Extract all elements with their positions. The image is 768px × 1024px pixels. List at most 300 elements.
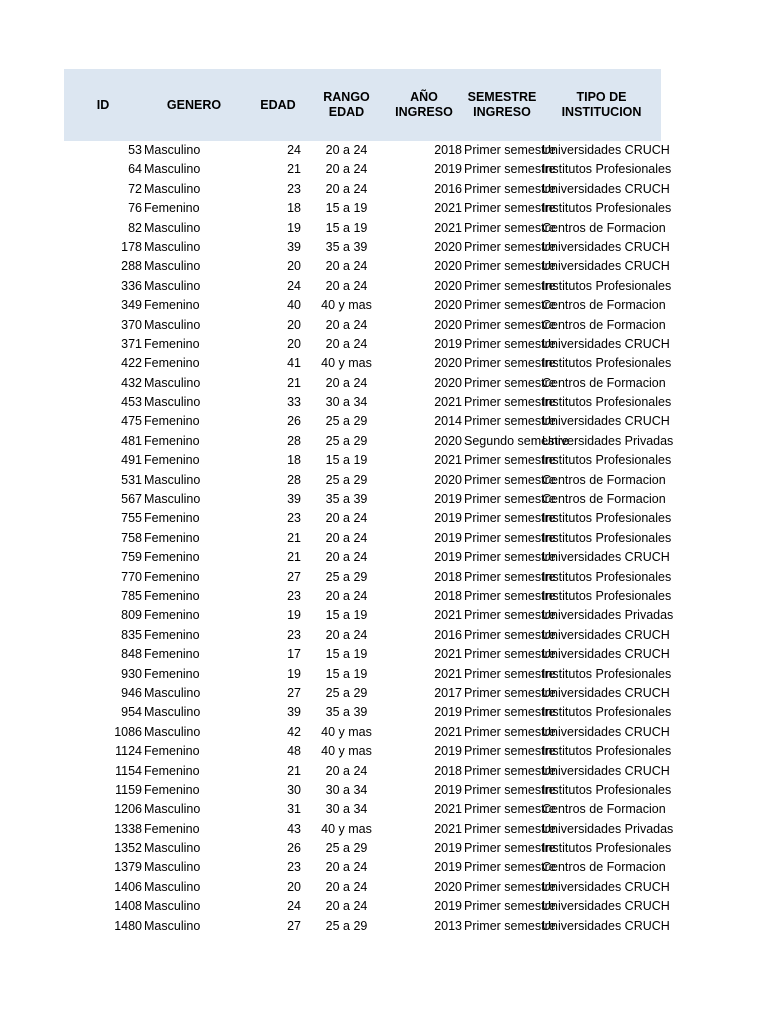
cell-edad[interactable]: 24 <box>287 143 301 157</box>
cell-rango-edad[interactable]: 40 y mas <box>321 744 372 759</box>
cell-rango-edad[interactable]: 20 a 24 <box>325 627 368 642</box>
table-row[interactable] <box>64 781 672 800</box>
cell-semestre-ingreso[interactable]: Primer semestre <box>464 821 556 836</box>
cell-edad[interactable]: 21 <box>287 530 301 545</box>
cell-genero[interactable]: Femenino <box>144 821 200 836</box>
cell-rango-edad[interactable]: 15 a 19 <box>325 220 368 235</box>
cell-anio-ingreso[interactable]: 2021 <box>434 821 462 836</box>
cell-id[interactable]: 475 <box>121 414 142 429</box>
cell-genero[interactable]: Masculino <box>144 705 201 720</box>
cell-rango-edad[interactable]: 20 a 24 <box>325 259 368 274</box>
cell-edad[interactable]: 18 <box>287 201 301 216</box>
cell-tipo-institucion[interactable]: Universidades CRUCH <box>542 414 670 429</box>
cell-rango-edad[interactable]: 25 a 29 <box>325 414 368 429</box>
cell-anio-ingreso[interactable]: 2021 <box>434 802 462 817</box>
cell-rango-edad[interactable]: 30 a 34 <box>325 802 368 817</box>
cell-semestre-ingreso[interactable]: Primer semestre <box>464 220 556 235</box>
cell-anio-ingreso[interactable]: 2019 <box>434 162 462 177</box>
cell-anio-ingreso[interactable]: 2020 <box>434 433 462 448</box>
cell-edad[interactable]: 20 <box>287 317 301 332</box>
cell-anio-ingreso[interactable]: 2016 <box>434 181 462 196</box>
cell-semestre-ingreso[interactable]: Primer semestre <box>464 627 556 642</box>
cell-anio-ingreso[interactable]: 2018 <box>434 763 462 778</box>
column-header-genero[interactable]: GENERO <box>166 97 222 112</box>
cell-rango-edad[interactable]: 20 a 24 <box>325 336 368 351</box>
cell-id[interactable]: 53 <box>128 143 142 157</box>
cell-semestre-ingreso[interactable]: Primer semestre <box>464 879 556 894</box>
cell-edad[interactable]: 21 <box>287 162 301 177</box>
cell-tipo-institucion[interactable]: Universidades CRUCH <box>542 239 670 254</box>
cell-genero[interactable]: Femenino <box>144 433 200 448</box>
cell-anio-ingreso[interactable]: 2021 <box>434 724 462 739</box>
cell-rango-edad[interactable]: 30 a 34 <box>325 395 368 410</box>
table-row[interactable] <box>64 238 670 257</box>
column-header-tipo-institucion[interactable]: TIPO DE INSTITUCION <box>561 90 642 119</box>
cell-edad[interactable]: 18 <box>287 453 301 468</box>
cell-anio-ingreso[interactable]: 2020 <box>434 298 462 313</box>
cell-anio-ingreso[interactable]: 2017 <box>434 685 462 700</box>
cell-semestre-ingreso[interactable]: Primer semestre <box>464 841 556 856</box>
cell-anio-ingreso[interactable]: 2021 <box>434 666 462 681</box>
cell-id[interactable]: 770 <box>121 569 142 584</box>
cell-semestre-ingreso[interactable]: Primer semestre <box>464 239 556 254</box>
cell-anio-ingreso[interactable]: 2020 <box>434 259 462 274</box>
table-row[interactable] <box>64 529 672 548</box>
table-row[interactable] <box>64 316 666 335</box>
cell-id[interactable]: 755 <box>121 511 142 526</box>
cell-tipo-institucion[interactable]: Universidades Privadas <box>542 821 674 836</box>
cell-tipo-institucion[interactable]: Universidades CRUCH <box>542 259 670 274</box>
cell-id[interactable]: 432 <box>121 375 142 390</box>
cell-tipo-institucion[interactable]: Centros de Formacion <box>542 317 666 332</box>
cell-genero[interactable]: Femenino <box>144 608 200 623</box>
cell-tipo-institucion[interactable]: Institutos Profesionales <box>542 744 672 759</box>
table-row[interactable] <box>64 412 670 431</box>
cell-rango-edad[interactable]: 15 a 19 <box>325 666 368 681</box>
cell-edad[interactable]: 24 <box>287 278 301 293</box>
cell-semestre-ingreso[interactable]: Primer semestre <box>464 724 556 739</box>
cell-tipo-institucion[interactable]: Institutos Profesionales <box>542 569 672 584</box>
cell-edad[interactable]: 26 <box>287 414 301 429</box>
cell-semestre-ingreso[interactable]: Primer semestre <box>464 802 556 817</box>
cell-rango-edad[interactable]: 40 y mas <box>321 298 372 313</box>
cell-semestre-ingreso[interactable]: Primer semestre <box>464 860 556 875</box>
cell-genero[interactable]: Femenino <box>144 453 200 468</box>
cell-semestre-ingreso[interactable]: Primer semestre <box>464 162 556 177</box>
cell-edad[interactable]: 20 <box>287 336 301 351</box>
cell-tipo-institucion[interactable]: Universidades CRUCH <box>542 550 670 565</box>
table-row[interactable] <box>64 839 672 858</box>
cell-genero[interactable]: Masculino <box>144 879 201 894</box>
cell-anio-ingreso[interactable]: 2018 <box>434 143 462 157</box>
cell-rango-edad[interactable]: 25 a 29 <box>325 569 368 584</box>
cell-id[interactable]: 422 <box>121 356 142 371</box>
cell-tipo-institucion[interactable]: Universidades CRUCH <box>542 143 670 157</box>
cell-tipo-institucion[interactable]: Universidades Privadas <box>542 433 674 448</box>
cell-rango-edad[interactable]: 20 a 24 <box>325 375 368 390</box>
cell-anio-ingreso[interactable]: 2019 <box>434 841 462 856</box>
cell-rango-edad[interactable]: 35 a 39 <box>325 239 368 254</box>
cell-rango-edad[interactable]: 25 a 29 <box>325 918 368 933</box>
cell-edad[interactable]: 39 <box>287 239 301 254</box>
cell-rango-edad[interactable]: 20 a 24 <box>325 278 368 293</box>
cell-tipo-institucion[interactable]: Universidades CRUCH <box>542 181 670 196</box>
cell-tipo-institucion[interactable]: Institutos Profesionales <box>542 588 672 603</box>
cell-semestre-ingreso[interactable]: Primer semestre <box>464 317 556 332</box>
cell-edad[interactable]: 21 <box>287 375 301 390</box>
cell-anio-ingreso[interactable]: 2020 <box>434 472 462 487</box>
cell-genero[interactable]: Masculino <box>144 899 201 914</box>
cell-anio-ingreso[interactable]: 2021 <box>434 453 462 468</box>
cell-edad[interactable]: 40 <box>287 298 301 313</box>
cell-genero[interactable]: Femenino <box>144 647 200 662</box>
cell-id[interactable]: 785 <box>121 588 142 603</box>
cell-semestre-ingreso[interactable]: Primer semestre <box>464 336 556 351</box>
cell-tipo-institucion[interactable]: Universidades CRUCH <box>542 685 670 700</box>
cell-id[interactable]: 835 <box>121 627 142 642</box>
cell-tipo-institucion[interactable]: Institutos Profesionales <box>542 356 672 371</box>
cell-tipo-institucion[interactable]: Universidades Privadas <box>542 608 674 623</box>
cell-rango-edad[interactable]: 25 a 29 <box>325 841 368 856</box>
cell-genero[interactable]: Masculino <box>144 492 201 507</box>
table-row[interactable] <box>64 335 670 354</box>
cell-id[interactable]: 288 <box>121 259 142 274</box>
table-row[interactable] <box>64 762 670 781</box>
cell-tipo-institucion[interactable]: Centros de Formacion <box>542 375 666 390</box>
cell-anio-ingreso[interactable]: 2018 <box>434 588 462 603</box>
cell-genero[interactable]: Masculino <box>144 375 201 390</box>
cell-edad[interactable]: 48 <box>287 744 301 759</box>
cell-id[interactable]: 567 <box>121 492 142 507</box>
table-row[interactable] <box>64 645 670 664</box>
table-row[interactable] <box>64 626 670 645</box>
cell-anio-ingreso[interactable]: 2019 <box>434 550 462 565</box>
cell-rango-edad[interactable]: 20 a 24 <box>325 181 368 196</box>
cell-genero[interactable]: Femenino <box>144 569 200 584</box>
cell-id[interactable]: 336 <box>121 278 142 293</box>
cell-id[interactable]: 809 <box>121 608 142 623</box>
cell-rango-edad[interactable]: 35 a 39 <box>325 705 368 720</box>
cell-edad[interactable]: 20 <box>287 879 301 894</box>
cell-rango-edad[interactable]: 30 a 34 <box>325 782 368 797</box>
cell-semestre-ingreso[interactable]: Primer semestre <box>464 569 556 584</box>
cell-edad[interactable]: 39 <box>287 705 301 720</box>
cell-genero[interactable]: Femenino <box>144 666 200 681</box>
cell-rango-edad[interactable]: 20 a 24 <box>325 550 368 565</box>
cell-tipo-institucion[interactable]: Universidades CRUCH <box>542 879 670 894</box>
cell-tipo-institucion[interactable]: Institutos Profesionales <box>542 666 672 681</box>
cell-tipo-institucion[interactable]: Centros de Formacion <box>542 802 666 817</box>
cell-edad[interactable]: 20 <box>287 259 301 274</box>
cell-genero[interactable]: Masculino <box>144 685 201 700</box>
cell-anio-ingreso[interactable]: 2021 <box>434 395 462 410</box>
cell-rango-edad[interactable]: 20 a 24 <box>325 763 368 778</box>
cell-edad[interactable]: 24 <box>287 899 301 914</box>
cell-semestre-ingreso[interactable]: Primer semestre <box>464 685 556 700</box>
table-row[interactable] <box>64 490 666 509</box>
cell-edad[interactable]: 19 <box>287 220 301 235</box>
cell-id[interactable]: 1408 <box>114 899 142 914</box>
cell-anio-ingreso[interactable]: 2019 <box>434 782 462 797</box>
cell-edad[interactable]: 21 <box>287 763 301 778</box>
column-header-anio-ingreso[interactable]: AÑO INGRESO <box>395 90 453 119</box>
cell-id[interactable]: 1124 <box>115 744 142 759</box>
cell-tipo-institucion[interactable]: Institutos Profesionales <box>542 782 672 797</box>
cell-tipo-institucion[interactable]: Universidades CRUCH <box>542 763 670 778</box>
cell-anio-ingreso[interactable]: 2016 <box>434 627 462 642</box>
cell-genero[interactable]: Femenino <box>144 414 200 429</box>
cell-anio-ingreso[interactable]: 2014 <box>434 414 462 429</box>
cell-semestre-ingreso[interactable]: Primer semestre <box>464 550 556 565</box>
cell-anio-ingreso[interactable]: 2013 <box>434 918 462 933</box>
cell-genero[interactable]: Femenino <box>144 201 200 216</box>
cell-semestre-ingreso[interactable]: Primer semestre <box>464 472 556 487</box>
cell-genero[interactable]: Femenino <box>144 530 200 545</box>
cell-genero[interactable]: Masculino <box>144 162 201 177</box>
cell-edad[interactable]: 21 <box>287 550 301 565</box>
table-row[interactable] <box>64 800 666 819</box>
cell-tipo-institucion[interactable]: Institutos Profesionales <box>542 162 672 177</box>
cell-id[interactable]: 178 <box>121 239 142 254</box>
table-row[interactable] <box>64 878 670 897</box>
cell-semestre-ingreso[interactable]: Primer semestre <box>464 259 556 274</box>
table-row[interactable] <box>64 509 672 528</box>
cell-rango-edad[interactable]: 20 a 24 <box>325 860 368 875</box>
cell-edad[interactable]: 30 <box>287 782 301 797</box>
cell-anio-ingreso[interactable]: 2021 <box>434 220 462 235</box>
cell-genero[interactable]: Femenino <box>144 588 200 603</box>
cell-anio-ingreso[interactable]: 2021 <box>434 608 462 623</box>
cell-edad[interactable]: 26 <box>287 841 301 856</box>
cell-rango-edad[interactable]: 20 a 24 <box>325 899 368 914</box>
cell-anio-ingreso[interactable]: 2020 <box>434 278 462 293</box>
cell-rango-edad[interactable]: 15 a 19 <box>325 647 368 662</box>
cell-edad[interactable]: 23 <box>287 511 301 526</box>
cell-edad[interactable]: 27 <box>287 569 301 584</box>
table-row[interactable] <box>64 587 672 606</box>
cell-tipo-institucion[interactable]: Centros de Formacion <box>542 492 666 507</box>
table-row[interactable] <box>64 257 670 276</box>
cell-genero[interactable]: Masculino <box>144 918 201 933</box>
cell-tipo-institucion[interactable]: Centros de Formacion <box>542 860 666 875</box>
cell-semestre-ingreso[interactable]: Primer semestre <box>464 181 556 196</box>
cell-rango-edad[interactable]: 20 a 24 <box>325 879 368 894</box>
table-row[interactable] <box>64 219 666 238</box>
cell-genero[interactable]: Femenino <box>144 356 200 371</box>
cell-id[interactable]: 1338 <box>114 821 142 836</box>
table-row[interactable] <box>64 393 672 412</box>
cell-edad[interactable]: 19 <box>287 666 301 681</box>
cell-anio-ingreso[interactable]: 2019 <box>434 860 462 875</box>
cell-genero[interactable]: Femenino <box>144 511 200 526</box>
cell-rango-edad[interactable]: 40 y mas <box>321 724 372 739</box>
cell-tipo-institucion[interactable]: Universidades CRUCH <box>542 918 670 933</box>
cell-tipo-institucion[interactable]: Universidades CRUCH <box>542 336 670 351</box>
cell-id[interactable]: 370 <box>121 317 142 332</box>
cell-rango-edad[interactable]: 40 y mas <box>321 821 372 836</box>
column-header-rango-edad[interactable]: RANGO EDAD <box>323 90 370 119</box>
cell-edad[interactable]: 17 <box>287 647 301 662</box>
cell-tipo-institucion[interactable]: Centros de Formacion <box>542 472 666 487</box>
cell-semestre-ingreso[interactable]: Primer semestre <box>464 647 556 662</box>
cell-genero[interactable]: Masculino <box>144 317 201 332</box>
cell-genero[interactable]: Femenino <box>144 336 200 351</box>
cell-rango-edad[interactable]: 25 a 29 <box>325 472 368 487</box>
cell-semestre-ingreso[interactable]: Primer semestre <box>464 511 556 526</box>
table-row[interactable] <box>64 703 672 722</box>
cell-id[interactable]: 1154 <box>115 763 142 778</box>
table-row[interactable] <box>64 432 674 451</box>
cell-rango-edad[interactable]: 25 a 29 <box>325 433 368 448</box>
cell-semestre-ingreso[interactable]: Primer semestre <box>464 278 556 293</box>
cell-anio-ingreso[interactable]: 2019 <box>434 899 462 914</box>
cell-id[interactable]: 759 <box>121 550 142 565</box>
cell-genero[interactable]: Femenino <box>144 782 200 797</box>
cell-semestre-ingreso[interactable]: Primer semestre <box>464 395 556 410</box>
table-row[interactable] <box>64 723 670 742</box>
cell-anio-ingreso[interactable]: 2019 <box>434 492 462 507</box>
cell-genero[interactable]: Femenino <box>144 763 200 778</box>
cell-genero[interactable]: Masculino <box>144 395 201 410</box>
cell-genero[interactable]: Femenino <box>144 550 200 565</box>
cell-tipo-institucion[interactable]: Institutos Profesionales <box>542 395 672 410</box>
cell-anio-ingreso[interactable]: 2020 <box>434 317 462 332</box>
table-row[interactable] <box>64 141 670 160</box>
cell-id[interactable]: 481 <box>121 433 142 448</box>
cell-semestre-ingreso[interactable]: Primer semestre <box>464 453 556 468</box>
cell-edad[interactable]: 42 <box>287 724 301 739</box>
cell-semestre-ingreso[interactable]: Primer semestre <box>464 298 556 313</box>
cell-rango-edad[interactable]: 20 a 24 <box>325 143 368 157</box>
cell-genero[interactable]: Masculino <box>144 143 201 157</box>
cell-id[interactable]: 946 <box>121 685 142 700</box>
cell-edad[interactable]: 19 <box>287 608 301 623</box>
cell-tipo-institucion[interactable]: Institutos Profesionales <box>542 705 672 720</box>
cell-id[interactable]: 1352 <box>114 841 142 856</box>
cell-anio-ingreso[interactable]: 2021 <box>434 647 462 662</box>
cell-rango-edad[interactable]: 15 a 19 <box>325 201 368 216</box>
cell-edad[interactable]: 23 <box>287 181 301 196</box>
cell-tipo-institucion[interactable]: Institutos Profesionales <box>542 530 672 545</box>
cell-rango-edad[interactable]: 20 a 24 <box>325 162 368 177</box>
cell-semestre-ingreso[interactable]: Primer semestre <box>464 608 556 623</box>
cell-semestre-ingreso[interactable]: Primer semestre <box>464 705 556 720</box>
table-row[interactable] <box>64 160 672 179</box>
cell-genero[interactable]: Masculino <box>144 220 201 235</box>
table-row[interactable] <box>64 742 672 761</box>
cell-genero[interactable]: Femenino <box>144 744 200 759</box>
cell-rango-edad[interactable]: 15 a 19 <box>325 608 368 623</box>
cell-id[interactable]: 1406 <box>114 879 142 894</box>
cell-semestre-ingreso[interactable]: Primer semestre <box>464 201 556 216</box>
cell-edad[interactable]: 43 <box>287 821 301 836</box>
cell-tipo-institucion[interactable]: Universidades CRUCH <box>542 724 670 739</box>
cell-semestre-ingreso[interactable]: Primer semestre <box>464 782 556 797</box>
cell-tipo-institucion[interactable]: Institutos Profesionales <box>542 201 672 216</box>
cell-tipo-institucion[interactable]: Institutos Profesionales <box>542 278 672 293</box>
column-header-semestre-ingreso[interactable]: SEMESTRE INGRESO <box>467 90 537 119</box>
cell-genero[interactable]: Femenino <box>144 298 200 313</box>
cell-edad[interactable]: 27 <box>287 685 301 700</box>
cell-edad[interactable]: 27 <box>287 918 301 933</box>
table-row[interactable] <box>64 180 670 199</box>
table-row[interactable] <box>64 296 666 315</box>
table-row[interactable] <box>64 548 670 567</box>
cell-rango-edad[interactable]: 20 a 24 <box>325 588 368 603</box>
cell-genero[interactable]: Masculino <box>144 802 201 817</box>
cell-semestre-ingreso[interactable]: Primer semestre <box>464 666 556 681</box>
cell-tipo-institucion[interactable]: Universidades CRUCH <box>542 627 670 642</box>
table-row[interactable] <box>64 858 666 877</box>
cell-genero[interactable]: Masculino <box>144 181 201 196</box>
cell-id[interactable]: 1379 <box>114 860 142 875</box>
table-row[interactable] <box>64 917 670 936</box>
cell-edad[interactable]: 39 <box>287 492 301 507</box>
cell-edad[interactable]: 23 <box>287 860 301 875</box>
cell-id[interactable]: 954 <box>121 705 142 720</box>
cell-edad[interactable]: 23 <box>287 627 301 642</box>
cell-rango-edad[interactable]: 25 a 29 <box>325 685 368 700</box>
cell-genero[interactable]: Masculino <box>144 259 201 274</box>
cell-edad[interactable]: 28 <box>287 472 301 487</box>
table-row[interactable] <box>64 684 670 703</box>
cell-rango-edad[interactable]: 20 a 24 <box>325 511 368 526</box>
table-row[interactable] <box>64 820 674 839</box>
table-row[interactable] <box>64 451 672 470</box>
cell-semestre-ingreso[interactable]: Primer semestre <box>464 143 556 157</box>
table-row[interactable] <box>64 897 670 916</box>
cell-semestre-ingreso[interactable]: Primer semestre <box>464 744 556 759</box>
cell-semestre-ingreso[interactable]: Primer semestre <box>464 588 556 603</box>
cell-tipo-institucion[interactable]: Institutos Profesionales <box>542 511 672 526</box>
cell-edad[interactable]: 28 <box>287 433 301 448</box>
table-row[interactable] <box>64 374 666 393</box>
cell-semestre-ingreso[interactable]: Primer semestre <box>464 918 556 933</box>
cell-id[interactable]: 1159 <box>115 782 142 797</box>
cell-id[interactable]: 349 <box>121 298 142 313</box>
cell-id[interactable]: 1206 <box>114 802 142 817</box>
cell-edad[interactable]: 33 <box>287 395 301 410</box>
cell-id[interactable]: 371 <box>121 336 142 351</box>
cell-id[interactable]: 758 <box>121 530 142 545</box>
cell-semestre-ingreso[interactable]: Primer semestre <box>464 375 556 390</box>
cell-semestre-ingreso[interactable]: Primer semestre <box>464 530 556 545</box>
table-row[interactable] <box>64 665 672 684</box>
cell-tipo-institucion[interactable]: Institutos Profesionales <box>542 453 672 468</box>
cell-tipo-institucion[interactable]: Universidades CRUCH <box>542 899 670 914</box>
cell-anio-ingreso[interactable]: 2019 <box>434 705 462 720</box>
cell-rango-edad[interactable]: 40 y mas <box>321 356 372 371</box>
cell-semestre-ingreso[interactable]: Primer semestre <box>464 492 556 507</box>
cell-anio-ingreso[interactable]: 2020 <box>434 879 462 894</box>
cell-genero[interactable]: Masculino <box>144 841 201 856</box>
table-row[interactable] <box>64 277 672 296</box>
cell-tipo-institucion[interactable]: Universidades CRUCH <box>542 647 670 662</box>
column-header-edad[interactable]: EDAD <box>260 97 296 112</box>
cell-genero[interactable]: Femenino <box>144 627 200 642</box>
cell-id[interactable]: 72 <box>128 181 142 196</box>
cell-semestre-ingreso[interactable]: Primer semestre <box>464 899 556 914</box>
cell-id[interactable]: 491 <box>121 453 142 468</box>
cell-anio-ingreso[interactable]: 2019 <box>434 530 462 545</box>
table-row[interactable] <box>64 471 666 490</box>
table-row[interactable] <box>64 606 674 625</box>
cell-semestre-ingreso[interactable]: Primer semestre <box>464 414 556 429</box>
cell-genero[interactable]: Masculino <box>144 860 201 875</box>
cell-tipo-institucion[interactable]: Institutos Profesionales <box>542 841 672 856</box>
cell-anio-ingreso[interactable]: 2019 <box>434 511 462 526</box>
cell-anio-ingreso[interactable]: 2021 <box>434 201 462 216</box>
